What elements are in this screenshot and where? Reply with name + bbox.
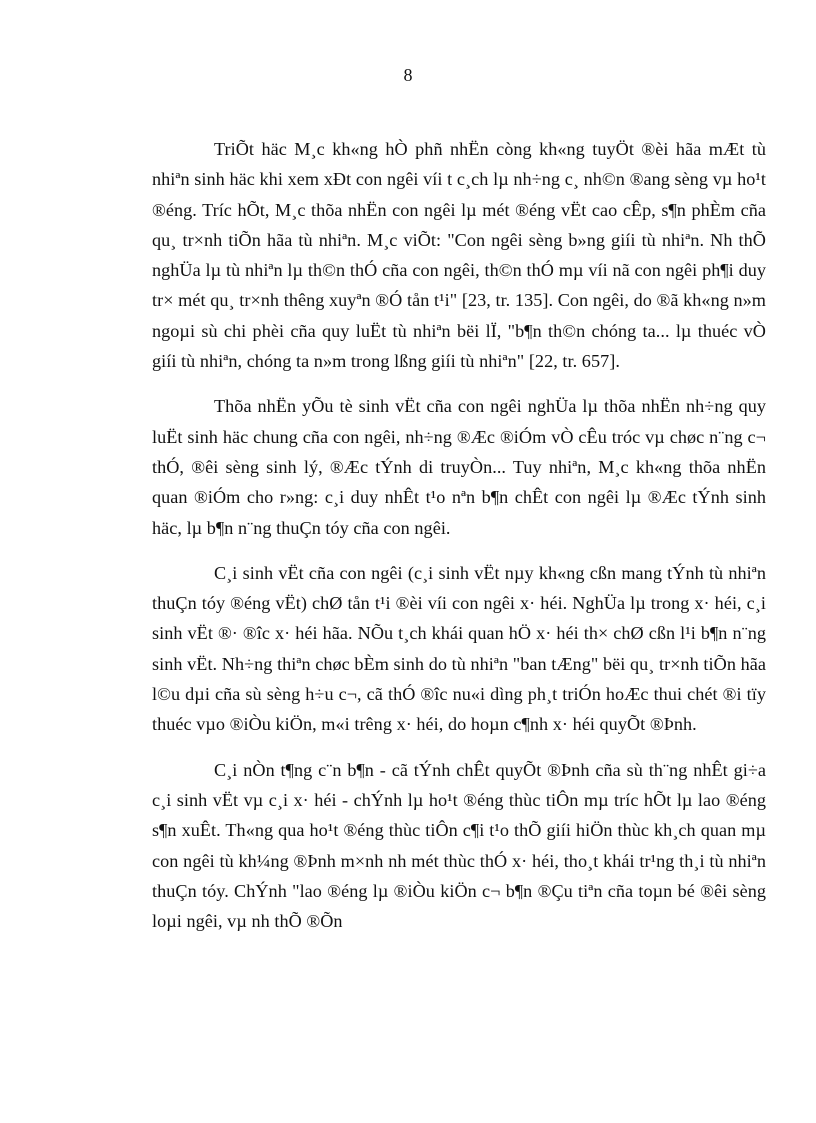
- paragraph-3: C¸i sinh vËt cña con ngêi (c¸i sinh vËt nµy kh«ng cßn mang tÝnh tù nhiªn thuÇn tóy ®éng vËt) chØ tån t¹i ®èi víi con ngêi x· héi. NghÜa lµ trong x· héi, c¸i sinh vËt ®· ®îc x· héi hãa. NÕu t¸ch khái quan hÖ x· héi th× chØ cßn l¹i b¶n n¨ng sinh vËt. Nh÷ng thiªn chøc bÈm sinh do tù nhiªn "ban tÆng" bëi qu¸ tr×nh tiÕn hãa l©u dµi cña sù sèng h÷u c¬, cã thÓ ®îc nu«i dìng ph¸t triÓn hoÆc thui chét ®i tïy thuéc vµo ®iÒu kiÖn, m«i trêng x· héi, do hoµn c¶nh x· héi quyÕt ®Þnh.: [152, 562, 766, 735]
- body-text: [152, 134, 766, 951]
- paragraph-2: Thõa nhËn yÕu tè sinh vËt cña con ngêi nghÜa lµ thõa nhËn nh÷ng quy luËt sinh häc chung cña con ngêi, nh÷ng ®Æc ®iÓm vÒ cÊu tróc vµ chøc n¨ng c¬ thÓ, ®êi sèng sinh lý, ®Æc tÝnh di truyÒn... Tuy nhiªn, M¸c kh«ng thõa nhËn quan ®iÓm cho r»ng: c¸i duy nhÊt t¹o nªn b¶n chÊt con ngêi lµ ®Æc tÝnh sinh häc, lµ b¶n n¨ng thuÇn tóy cña con ngêi.: [152, 396, 766, 538]
- page-number: 8: [403, 65, 413, 85]
- paragraph-1: TriÕt häc M¸c kh«ng hÒ phñ nhËn còng kh«ng tuyÖt ®èi hãa mÆt tù nhiªn sinh häc khi xem xÐt con ngêi víi t c¸ch lµ nh÷ng c¸ nh©n ®ang sèng vµ ho¹t ®éng. Tríc hÕt, M¸c thõa nhËn con ngêi lµ mét ®éng vËt cao cÊp, s¶n phÈm cña qu¸ tr×nh tiÕn hãa tù nhiªn. M¸c viÕt: "Con ngêi sèng b»ng giíi tù nhiªn. Nh thÕ nghÜa lµ tù nhiªn lµ th©n thÓ cña con ngêi, th©n thÓ mµ víi nã con ngêi ph¶i duy tr× mét qu¸ tr×nh thêng xuyªn ®Ó tån t¹i" [23, tr. 135]. Con ngêi, do ®ã kh«ng n»m ngoµi sù chi phèi cña quy luËt tù nhiªn bëi lÏ, "b¶n th©n chóng ta... lµ thuéc vÒ giíi tù nhiªn, chóng ta n»m trong lßng giíi tù nhiªn" [22, tr. 657].: [152, 139, 766, 372]
- paragraph-4: C¸i nÒn t¶ng c¨n b¶n - cã tÝnh chÊt quyÕt ®Þnh cña sù th¨ng nhÊt gi÷a c¸i sinh vËt vµ c¸i x· héi - chÝnh lµ ho¹t ®éng thùc tiÔn mµ tríc hÕt lµ lao ®éng s¶n xuÊt. Th«ng qua ho¹t ®éng thùc tiÔn c¶i t¹o thÕ giíi hiÖn thùc kh¸ch quan mµ con ngêi tù kh¼ng ®Þnh m×nh nh mét thùc thÓ x· héi, tho¸t khái tr¹ng th¸i tù nhiªn thuÇn tóy. ChÝnh "lao ®éng lµ ®iÒu kiÖn c¬ b¶n ®Çu tiªn cña toµn bé ®êi sèng loµi ngêi, vµ nh thÕ ®Õn: [152, 759, 766, 932]
